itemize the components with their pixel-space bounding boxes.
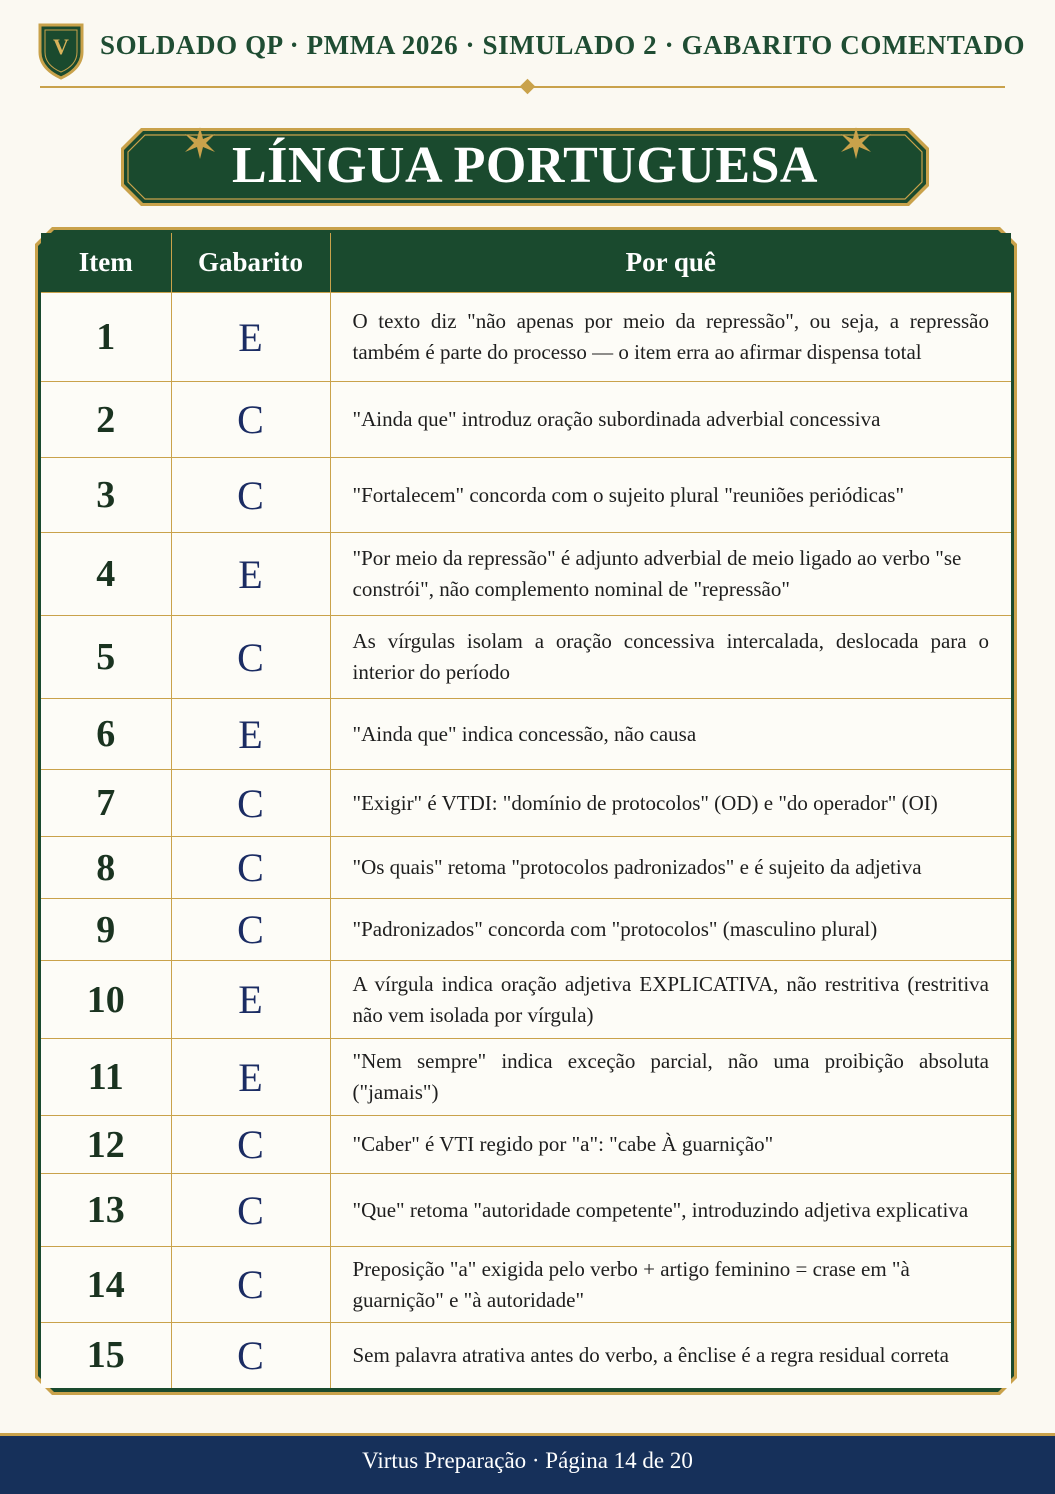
logo-shield: [38, 22, 84, 80]
item-number: 13: [41, 1174, 171, 1247]
item-number: 6: [41, 699, 171, 770]
item-number: 15: [41, 1323, 171, 1388]
table-row: [41, 899, 1011, 961]
table-row: [41, 293, 1011, 382]
header-title: SOLDADO QP · PMMA 2026 · SIMULADO 2 · GABARITO COMENTADO: [100, 30, 1026, 60]
star-icon: [839, 126, 873, 160]
answer-key: C: [171, 382, 330, 458]
answer-key: E: [171, 961, 330, 1039]
table-header-row: [41, 233, 1011, 293]
item-number: 1: [41, 293, 171, 382]
item-number: 9: [41, 899, 171, 961]
answer-table: [41, 233, 1011, 1388]
item-number: 5: [41, 616, 171, 699]
item-number: 3: [41, 458, 171, 533]
explanation: "Que" retoma "autoridade competente", introduzindo adjetiva explicativa: [330, 1174, 1011, 1247]
table-row: [41, 1174, 1011, 1247]
answer-key: C: [171, 1174, 330, 1247]
table-row: [41, 699, 1011, 770]
column-header-answer: Gabarito: [171, 233, 330, 293]
item-number: 4: [41, 533, 171, 616]
explanation: Preposição "a" exigida pelo verbo + artigo feminino = crase em "à guarnição" e "à autoridade": [330, 1247, 1011, 1323]
explanation: "Por meio da repressão" é adjunto adverbial de meio ligado ao verbo "se constrói", não complemento nominal de "repressão": [330, 533, 1011, 616]
explanation: Sem palavra atrativa antes do verbo, a ênclise é a regra residual correta: [330, 1323, 1011, 1388]
table-row: [41, 616, 1011, 699]
answer-key: E: [171, 293, 330, 382]
answer-key: E: [171, 533, 330, 616]
diamond-ornament-icon: [520, 79, 536, 95]
section-title: LÍNGUA PORTUGUESA: [232, 137, 818, 194]
section-banner: [119, 126, 931, 208]
table-row: [41, 961, 1011, 1039]
item-number: 11: [41, 1039, 171, 1116]
explanation: "Nem sempre" indica exceção parcial, não uma proibição absoluta ("jamais"): [330, 1039, 1011, 1116]
table-row: [41, 1323, 1011, 1388]
answer-key: C: [171, 616, 330, 699]
table-row: [41, 770, 1011, 837]
table-row: [41, 458, 1011, 533]
column-header-item: Item: [41, 233, 171, 293]
footer-text: Virtus Preparação · Página 14 de 20: [362, 1448, 693, 1473]
explanation: O texto diz "não apenas por meio da repressão", ou seja, a repressão também é parte do processo — o item erra ao afirmar dispensa total: [330, 293, 1011, 382]
answer-key: E: [171, 699, 330, 770]
answer-key: C: [171, 1323, 330, 1388]
answer-key: C: [171, 1116, 330, 1174]
explanation: "Padronizados" concorda com "protocolos" (masculino plural): [330, 899, 1011, 961]
column-header-why: Por quê: [330, 233, 1011, 293]
answer-key: C: [171, 899, 330, 961]
table-row: [41, 837, 1011, 899]
explanation: "Caber" é VTI regido por "a": "cabe À guarnição": [330, 1116, 1011, 1174]
table-row: [41, 1116, 1011, 1174]
answer-key: C: [171, 458, 330, 533]
item-number: 8: [41, 837, 171, 899]
explanation: "Os quais" retoma "protocolos padronizados" e é sujeito da adjetiva: [330, 837, 1011, 899]
answer-key: E: [171, 1039, 330, 1116]
table-row: [41, 1247, 1011, 1323]
answer-key: C: [171, 837, 330, 899]
explanation: "Fortalecem" concorda com o sujeito plural "reuniões periódicas": [330, 458, 1011, 533]
item-number: 10: [41, 961, 171, 1039]
logo-letter: V: [53, 34, 69, 59]
explanation: As vírgulas isolam a oração concessiva intercalada, deslocada para o interior do período: [330, 616, 1011, 699]
explanation: A vírgula indica oração adjetiva EXPLICATIVA, não restritiva (restritiva não vem isolada por vírgula): [330, 961, 1011, 1039]
item-number: 7: [41, 770, 171, 837]
explanation: "Ainda que" indica concessão, não causa: [330, 699, 1011, 770]
page-footer: [0, 1433, 1055, 1494]
table-row: [41, 533, 1011, 616]
answer-key: C: [171, 1247, 330, 1323]
table-row: [41, 1039, 1011, 1116]
explanation: "Ainda que" introduz oração subordinada adverbial concessiva: [330, 382, 1011, 458]
answer-key: C: [171, 770, 330, 837]
table-row: [41, 382, 1011, 458]
item-number: 12: [41, 1116, 171, 1174]
explanation: "Exigir" é VTDI: "domínio de protocolos" (OD) e "do operador" (OI): [330, 770, 1011, 837]
item-number: 2: [41, 382, 171, 458]
item-number: 14: [41, 1247, 171, 1323]
